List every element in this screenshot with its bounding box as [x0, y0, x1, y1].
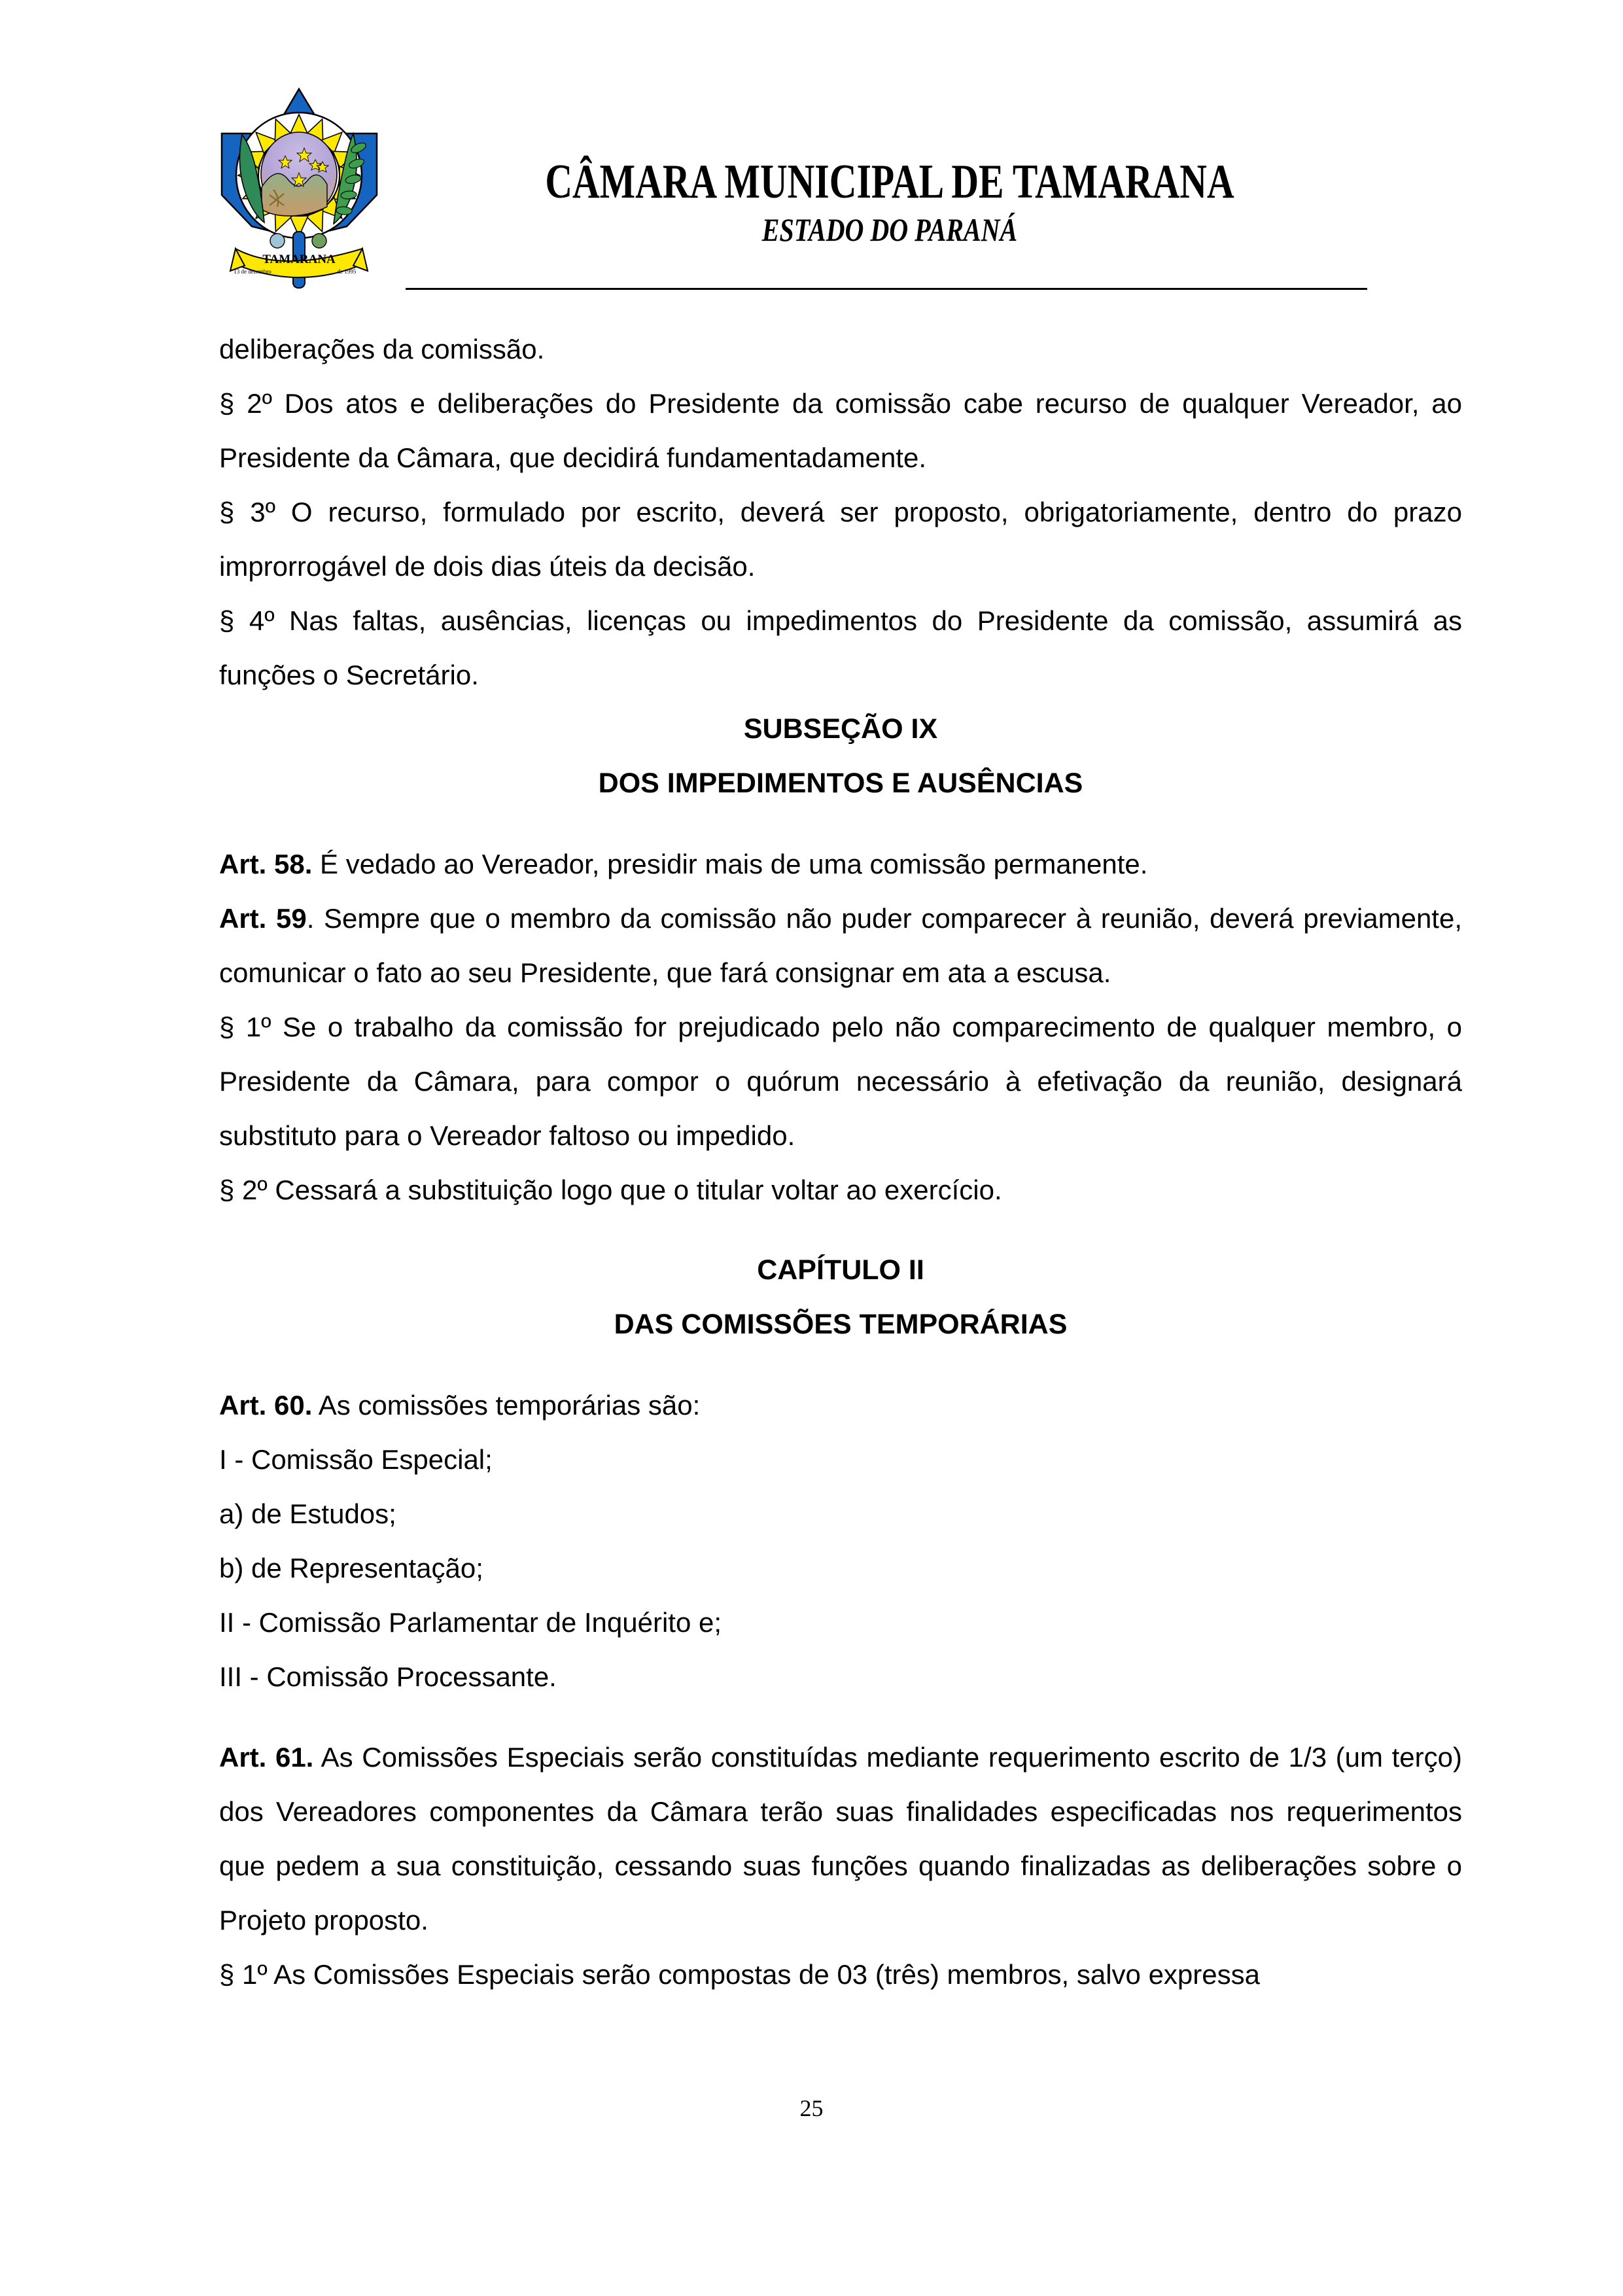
spacer	[219, 1352, 1462, 1378]
article-60-text: As comissões temporárias são:	[312, 1390, 701, 1421]
paragraph-art61-par1: § 1º As Comissões Especiais serão compostas de 03 (três) membros, salvo expressa	[219, 1959, 1260, 1990]
paragraph-art57-par2: § 2º Dos atos e deliberações do Presidente da comissão cabe recurso de qualquer Vereador, ao Presidente da Câmara, que decidirá fundamentadamente.	[219, 388, 1462, 473]
article-60-label: Art. 60.	[219, 1390, 313, 1421]
page-subtitle: ESTADO DO PARANÁ	[761, 211, 1018, 248]
list-item-a: a) de Estudos;	[219, 1498, 396, 1529]
paragraph-art57-par4: § 4º Nas faltas, ausências, licenças ou impedimentos do Presidente da comissão, assumirá as funções o Secretário.	[219, 605, 1462, 690]
spacer	[219, 811, 1462, 837]
paragraph-art59-par1: § 1º Se o trabalho da comissão for prejudicado pelo não comparecimento de qualquer membro, o Presidente da Câmara, para compor o quórum necessário à efetivação da reunião, designará substituto para o Vereador faltoso ou impedido.	[219, 1012, 1462, 1151]
article-59-text: . Sempre que o membro da comissão não puder comparecer à reunião, deverá previamente, comunicar o fato ao seu Presidente, que fará consignar em ata a escusa.	[219, 903, 1462, 988]
list-item-iii: III - Comissão Processante.	[219, 1661, 557, 1692]
article-58	[219, 837, 1462, 891]
paragraph-art59-par2: § 2º Cessará a substituição logo que o titular voltar ao exercício.	[219, 1174, 1002, 1205]
article-61	[219, 1730, 1462, 1947]
article-58-text: É vedado ao Vereador, presidir mais de uma comissão permanente.	[312, 849, 1148, 879]
heading-capitulo-ii-title: DAS COMISSÕES TEMPORÁRIAS	[614, 1309, 1068, 1340]
list-item-ii: II - Comissão Parlamentar de Inquérito e;	[219, 1607, 722, 1638]
spacer	[219, 1217, 1462, 1243]
article-58-label: Art. 58.	[219, 849, 313, 879]
article-59-label: Art. 59	[219, 903, 307, 934]
heading-subsecao-ix-title: DOS IMPEDIMENTOS E AUSÊNCIAS	[598, 768, 1083, 799]
heading-subsecao-ix: SUBSEÇÃO IX	[743, 713, 938, 745]
document-header	[0, 77, 1623, 300]
coat-of-arms-icon	[216, 77, 383, 300]
list-item-b: b) de Representação;	[219, 1553, 483, 1583]
crest-date-right-text: de 1995	[337, 268, 357, 275]
header-divider	[406, 288, 1367, 290]
paragraph-art57-par3: § 3º O recurso, formulado por escrito, deverá ser proposto, obrigatoriamente, dentro do prazo improrrogável de dois dias úteis da decisão.	[219, 497, 1462, 582]
spacer	[219, 1704, 1462, 1730]
page-title: CÂMARA MUNICIPAL DE TAMARANA	[545, 155, 1234, 209]
list-item-i: I - Comissão Especial;	[219, 1444, 493, 1475]
crest-date-left-text: 13 de dezembro	[234, 268, 271, 275]
document-body	[219, 322, 1462, 2002]
paragraph-continued: deliberações da comissão.	[219, 334, 545, 364]
heading-capitulo-ii: CAPÍTULO II	[757, 1254, 924, 1286]
header-title-block	[406, 156, 1374, 249]
crest-motto-text: TAMARANA	[262, 253, 336, 266]
article-59	[219, 891, 1462, 1000]
article-61-label: Art. 61.	[219, 1742, 314, 1773]
article-61-text: As Comissões Especiais serão constituídas mediante requerimento escrito de 1/3 (um terço) dos Vereadores componentes da Câmara terão suas finalidades especificadas nos requerimentos que pedem a sua constituição, cessando suas funções quando finalizadas as deliberações sobre o Projeto proposto.	[219, 1742, 1462, 1935]
page-number: 25	[799, 2095, 824, 2121]
article-60	[219, 1378, 1462, 1432]
